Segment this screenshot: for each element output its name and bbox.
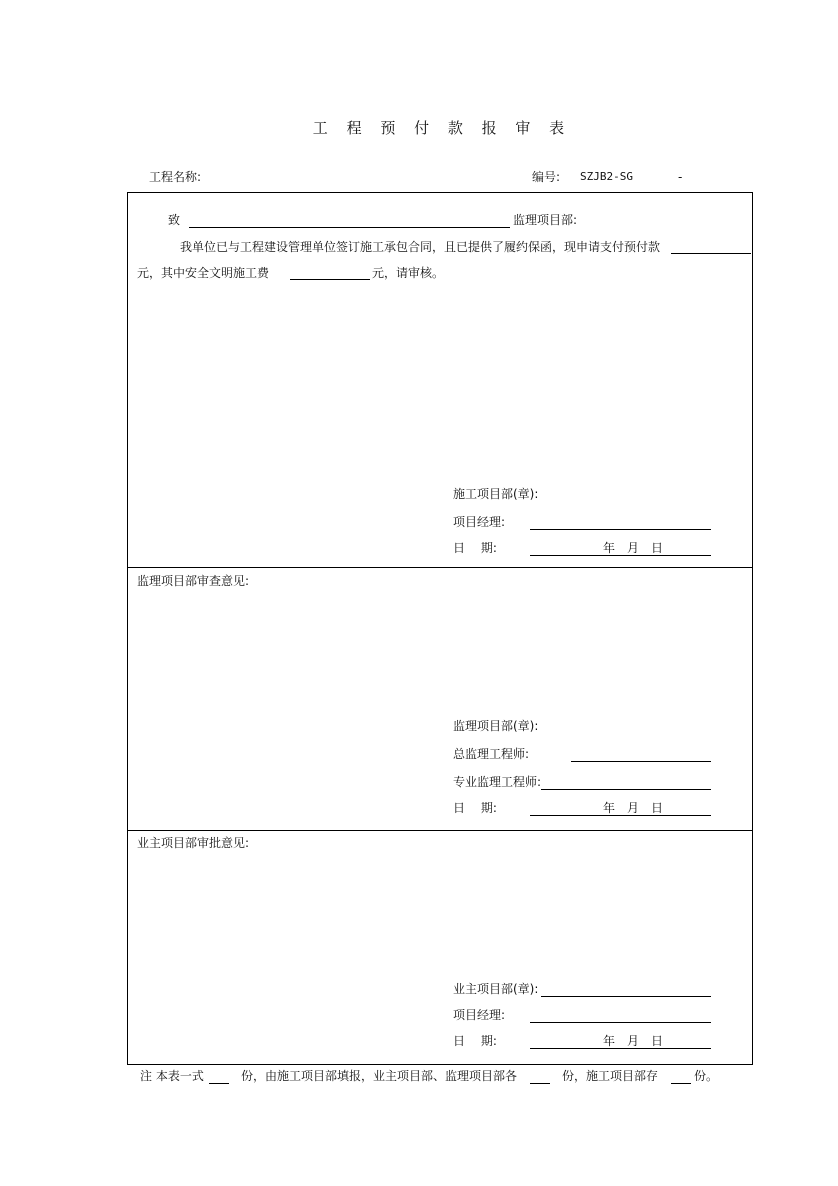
date-year: 年 — [603, 541, 616, 555]
project-manager-signature-blank[interactable] — [530, 529, 711, 530]
date-day: 日 — [651, 801, 664, 815]
date-month: 月 — [627, 801, 640, 815]
to-suffix: 监理项目部: — [513, 213, 578, 227]
specialist-engineer-label: 专业监理工程师: — [453, 775, 542, 789]
date-year: 年 — [603, 801, 616, 815]
project-manager-signature-blank[interactable] — [530, 1022, 711, 1023]
request-body-line2-prefix: 元，其中安全文明施工费 — [137, 266, 270, 280]
serial-dash: - — [678, 170, 683, 184]
form-table — [127, 192, 753, 1065]
owner-dept-seal-label: 业主项目部(章): — [453, 982, 539, 996]
construction-dept-seal-label: 施工项目部(章): — [453, 487, 539, 501]
specialist-engineer-signature-blank[interactable] — [541, 789, 711, 790]
chief-engineer-label: 总监理工程师: — [453, 747, 530, 761]
copies-kept-blank[interactable] — [671, 1083, 691, 1084]
to-label: 致 — [168, 213, 181, 227]
project-name-label: 工程名称: — [149, 170, 202, 184]
project-manager-label: 项目经理: — [453, 515, 506, 529]
copies-each-blank[interactable] — [530, 1083, 550, 1084]
form-title: 工 程 预 付 款 报 审 表 — [312, 119, 572, 137]
copies-total-blank[interactable] — [209, 1083, 229, 1084]
date-month: 月 — [627, 541, 640, 555]
supervision-dept-seal-label: 监理项目部(章): — [453, 719, 539, 733]
date-blank[interactable] — [530, 815, 711, 816]
section-divider-2 — [127, 830, 753, 831]
date-month: 月 — [627, 1034, 640, 1048]
owner-approval-heading: 业主项目部审批意见: — [137, 836, 250, 850]
footer-note-part4: 份。 — [694, 1069, 719, 1083]
date-blank[interactable] — [530, 1048, 711, 1049]
chief-engineer-signature-blank[interactable] — [571, 761, 711, 762]
request-body-line2-suffix: 元，请审核。 — [372, 266, 445, 280]
footer-note-part2: 份，由施工项目部填报，业主项目部、监理项目部各 — [241, 1069, 518, 1083]
date-year: 年 — [603, 1034, 616, 1048]
supervision-review-heading: 监理项目部审查意见: — [137, 574, 250, 588]
date-label: 日 期: — [453, 801, 497, 815]
date-blank[interactable] — [530, 555, 711, 556]
date-label: 日 期: — [453, 541, 497, 555]
serial-value: SZJB2-SG — [580, 170, 633, 183]
request-body-line1: 我单位已与工程建设管理单位签订施工承包合同，且已提供了履约保函，现申请支付预付款 — [180, 240, 661, 254]
recipient-blank[interactable] — [189, 227, 510, 228]
project-manager-label: 项目经理: — [453, 1008, 506, 1022]
serial-label: 编号: — [532, 170, 561, 184]
footer-note-part3: 份，施工项目部存 — [562, 1069, 659, 1083]
owner-dept-seal-blank[interactable] — [541, 996, 711, 997]
advance-amount-blank[interactable] — [671, 253, 751, 254]
section-divider-1 — [127, 567, 753, 568]
date-day: 日 — [651, 541, 664, 555]
date-label: 日 期: — [453, 1034, 497, 1048]
safety-fee-blank[interactable] — [290, 279, 370, 280]
date-day: 日 — [651, 1034, 664, 1048]
footer-note-prefix: 注 本表一式 — [140, 1069, 204, 1083]
